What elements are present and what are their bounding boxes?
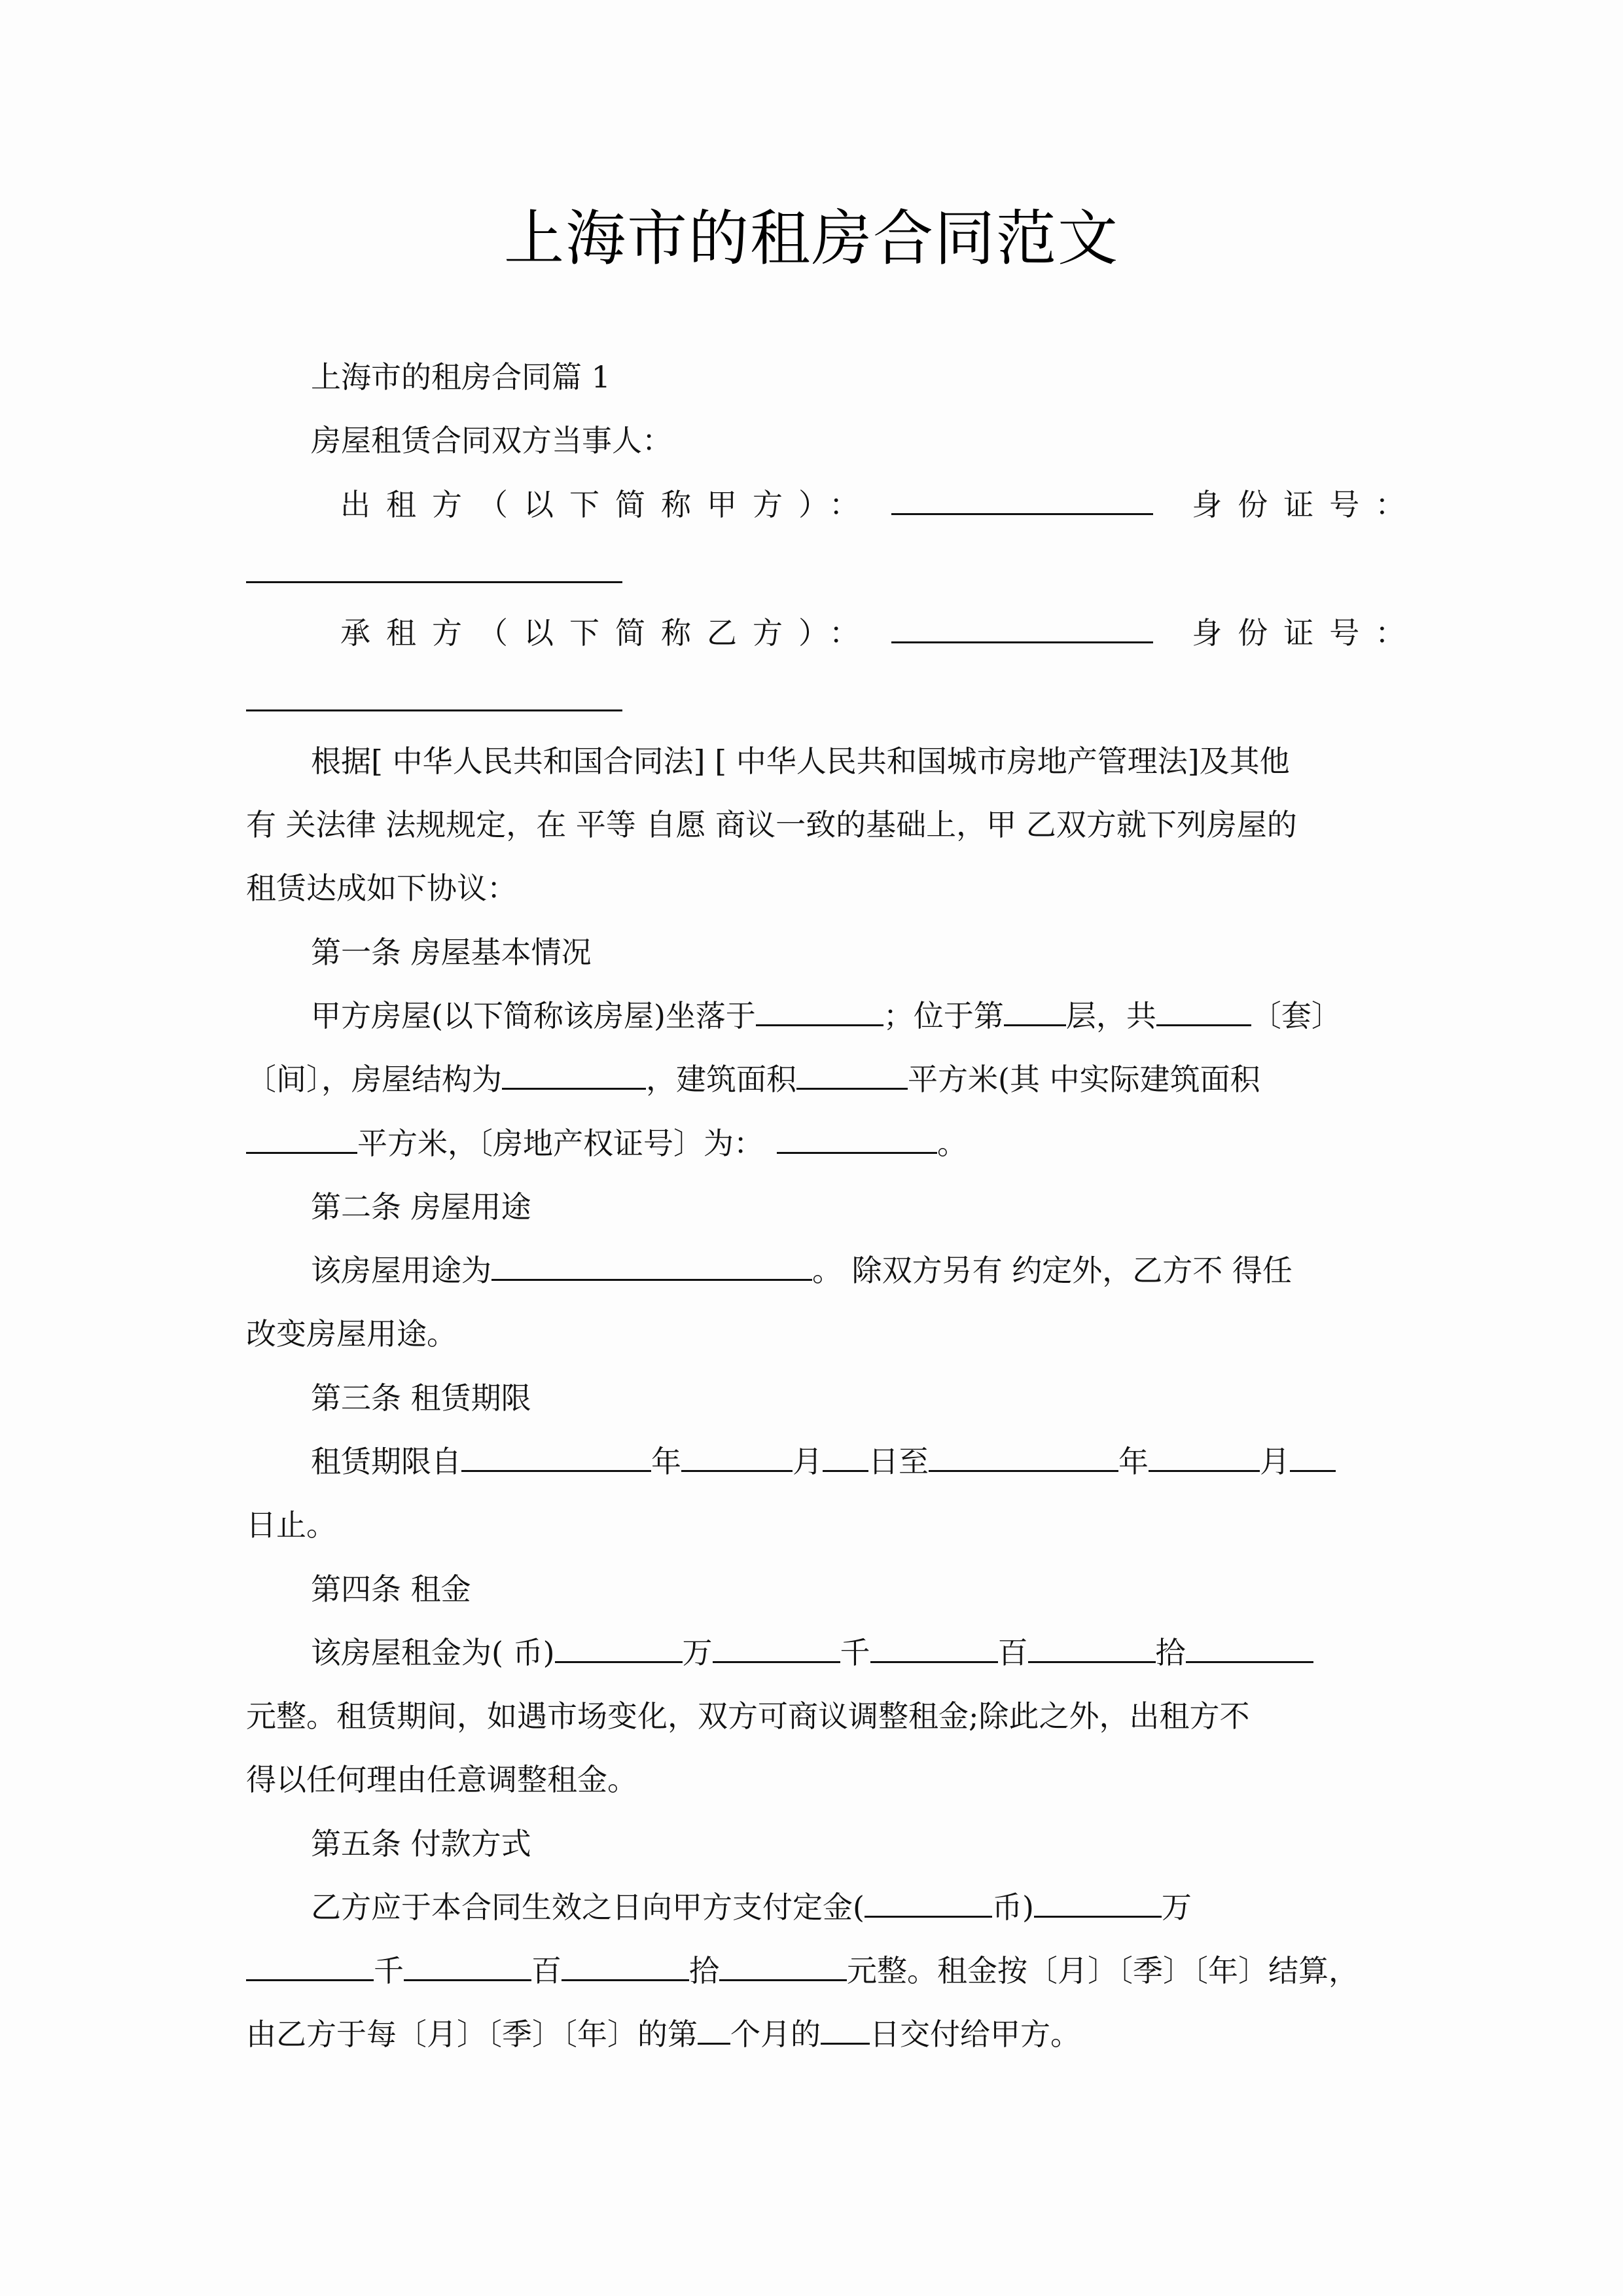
- lessor-name-field[interactable]: [891, 487, 1153, 515]
- deposit-qian-blank[interactable]: [246, 1953, 374, 1981]
- structure-field[interactable]: [502, 1062, 646, 1090]
- text-segment: ；位于第: [883, 998, 1004, 1033]
- payment-month-field[interactable]: [698, 2017, 730, 2045]
- text-segment: 年: [651, 1444, 681, 1479]
- document-title: 上海市的租房合同范文: [503, 204, 1119, 274]
- deposit-wan-field[interactable]: [1034, 1890, 1162, 1918]
- article-3-line-1: [311, 1442, 1443, 1481]
- text-segment: 甲方房屋(以下简称该房屋)坐落于: [311, 998, 756, 1033]
- actual-area-field[interactable]: [246, 1126, 357, 1154]
- text-segment: 拾: [1155, 1635, 1186, 1670]
- lessee-id-field[interactable]: [246, 709, 622, 711]
- article-1-line-3: [246, 1124, 1378, 1163]
- text-segment: 层，共: [1065, 998, 1156, 1033]
- property-cert-field[interactable]: [777, 1126, 937, 1154]
- preamble-line-2: 有 关法律 法规规定，在 平等 自愿 商议一致的基础上，甲 乙双方就下列房屋的: [246, 807, 1297, 842]
- article-2-line-1: [311, 1251, 1443, 1290]
- text-segment: 元整。租金按〔月〕〔季〕〔年〕结算，: [847, 1953, 1359, 1988]
- article-2-line-2: 改变房屋用途。: [246, 1316, 457, 1352]
- end-day-field[interactable]: [1290, 1444, 1336, 1472]
- text-segment: ，建筑面积: [646, 1062, 796, 1097]
- building-area-field[interactable]: [796, 1062, 908, 1090]
- text-segment: 万: [682, 1635, 713, 1670]
- text-segment: 该房屋租金为( 币): [311, 1635, 555, 1670]
- text-segment: 万: [1161, 1890, 1192, 1925]
- payment-day-field[interactable]: [821, 2017, 870, 2045]
- floor-field[interactable]: [1004, 998, 1066, 1026]
- text-segment: 〔间〕，房屋结构为: [246, 1062, 502, 1097]
- article-1-line-2: [246, 1060, 1378, 1099]
- rent-qian-field[interactable]: [713, 1635, 840, 1663]
- lessor-row: [340, 485, 1421, 524]
- lessee-label: 承租方（以下简称乙方）：: [340, 615, 875, 651]
- text-segment: 日交付给甲方。: [870, 2017, 1080, 2052]
- text-segment: 。 除双方另有 约定外，乙方不 得任: [812, 1253, 1293, 1288]
- units-field[interactable]: [1156, 998, 1251, 1026]
- rent-yuan-field[interactable]: [1186, 1635, 1313, 1663]
- lessee-row: [340, 613, 1421, 653]
- rent-bai-field[interactable]: [870, 1635, 998, 1663]
- text-segment: 该房屋用途为: [311, 1253, 491, 1288]
- article-4-line-3: 得以任何理由任意调整租金。: [246, 1762, 637, 1797]
- deposit-currency-field[interactable]: [865, 1890, 992, 1918]
- text-segment: 千: [840, 1635, 870, 1670]
- end-month-field[interactable]: [1149, 1444, 1260, 1472]
- parties-heading: 房屋租赁合同双方当事人：: [311, 423, 672, 458]
- rent-wan-field[interactable]: [555, 1635, 683, 1663]
- lessor-id-label: 身份证号：: [1192, 487, 1421, 522]
- article-1-line-1: [311, 996, 1443, 1035]
- article-5-line-3: [246, 2015, 1378, 2054]
- text-segment: 年: [1118, 1444, 1149, 1479]
- preamble-line-1: 根据[ 中华人民共和国合同法] [ 中华人民共和国城市房地产管理法]及其他: [311, 744, 1290, 779]
- article-5-heading: 第五条 付款方式: [311, 1826, 531, 1861]
- deposit-bai-blank[interactable]: [404, 1953, 531, 1981]
- start-month-field[interactable]: [681, 1444, 793, 1472]
- text-segment: 月: [793, 1444, 823, 1479]
- article-4-heading: 第四条 租金: [311, 1571, 471, 1607]
- article-5-line-2: [246, 1951, 1378, 1990]
- text-segment: 月: [1260, 1444, 1290, 1479]
- article-2-heading: 第二条 房屋用途: [311, 1189, 531, 1225]
- usage-field[interactable]: [491, 1253, 812, 1281]
- lessor-id-field[interactable]: [246, 581, 622, 583]
- rent-shi-field[interactable]: [1028, 1635, 1156, 1663]
- text-segment: 拾: [689, 1953, 719, 1988]
- article-3-line-2: 日止。: [246, 1507, 336, 1543]
- start-day-field[interactable]: [823, 1444, 868, 1472]
- text-segment: 币): [991, 1890, 1034, 1925]
- start-year-field[interactable]: [461, 1444, 651, 1472]
- lessee-name-field[interactable]: [891, 615, 1153, 643]
- text-segment: 租赁期限自: [311, 1444, 461, 1479]
- text-segment: 由乙方于每〔月〕〔季〕〔年〕的第: [246, 2017, 698, 2052]
- text-segment: 日至: [868, 1444, 929, 1479]
- article-4-line-2: 元整。租赁期间，如遇市场变化，双方可商议调整租金;除此之外，出租方不: [246, 1698, 1250, 1734]
- end-year-field[interactable]: [929, 1444, 1118, 1472]
- article-3-heading: 第三条 租赁期限: [311, 1380, 531, 1416]
- preamble-line-3: 租赁达成如下协议：: [246, 870, 517, 906]
- lessor-label: 出租方（以下简称甲方）：: [340, 487, 875, 522]
- lessee-id-label: 身份证号：: [1192, 615, 1421, 651]
- article-1-heading: 第一条 房屋基本情况: [311, 935, 592, 970]
- deposit-shi-blank[interactable]: [562, 1953, 689, 1981]
- location-field[interactable]: [756, 998, 883, 1026]
- article-5-line-1: [311, 1888, 1443, 1927]
- deposit-yuan-blank[interactable]: [719, 1953, 847, 1981]
- text-segment: 。: [937, 1126, 967, 1161]
- contract-subtitle: 上海市的租房合同篇 1: [311, 359, 611, 395]
- text-segment: 百: [997, 1635, 1028, 1670]
- text-segment: 平方米(其 中实际建筑面积: [908, 1062, 1260, 1097]
- text-segment: 平方米，〔房地产权证号〕为：: [357, 1126, 764, 1161]
- text-segment: 千: [374, 1953, 404, 1988]
- text-segment: 〔套〕: [1251, 998, 1342, 1033]
- article-4-line-1: [311, 1633, 1443, 1672]
- text-segment: 个月的: [730, 2017, 821, 2052]
- text-segment: 乙方应于本合同生效之日向甲方支付定金(: [311, 1890, 865, 1925]
- text-segment: 百: [531, 1953, 562, 1988]
